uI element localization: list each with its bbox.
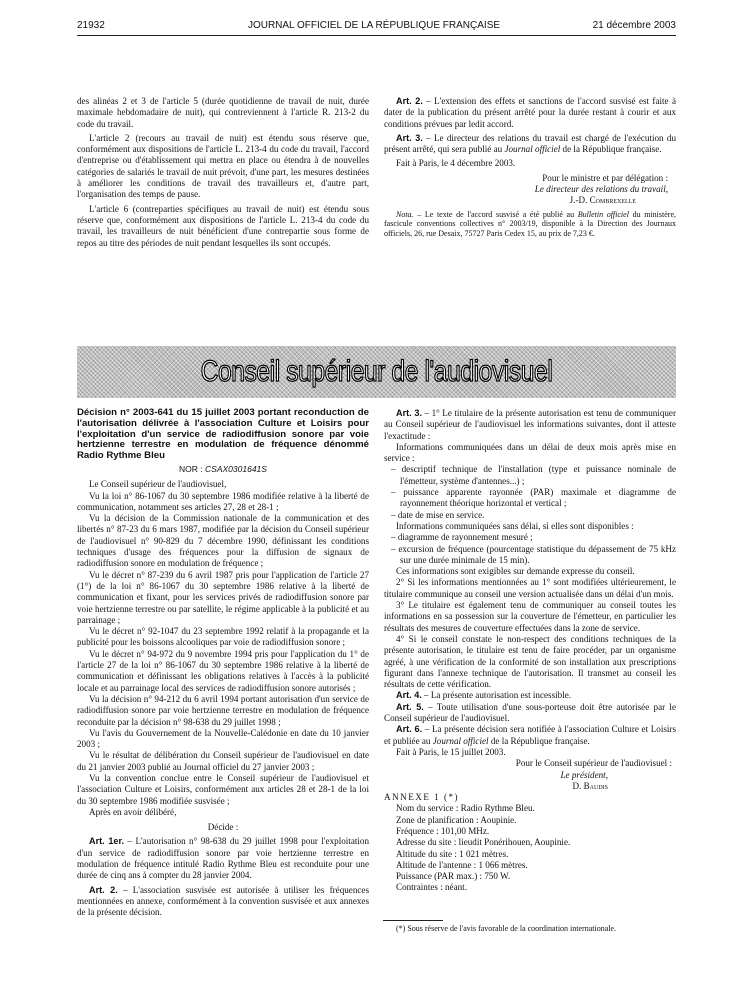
article-label: Art. 1er. <box>89 836 125 847</box>
paragraph: Le Conseil supérieur de l'audiovisuel, <box>89 479 227 490</box>
article-text: – L'autorisation n° 98-638 du 29 juillet 1998 pour l'exploitation d'un service de radiodiffusion sonore par voie hertzienne terrestre en modulation de fréquence intitulé Radio Rythme Bleu est reconduite pour une durée de cinq ans à compter du 28 janvier 2004. <box>77 836 369 881</box>
banner-title: Conseil supérieur de l'audiovisuel <box>200 355 553 388</box>
top-left-column <box>77 96 369 249</box>
list-item: – diagramme de rayonnement mesuré ; <box>391 532 533 543</box>
page-number: 21932 <box>77 20 105 31</box>
article-text: – L'extension des effets et sanctions de l'accord susvisé est faite à dater de la publication du présent arrêté pour la durée restant à courir et aux conditions prévues par ledit accord. <box>384 96 676 129</box>
nota-label: Nota. <box>396 209 414 219</box>
article-4 <box>384 690 676 701</box>
article-label: Art. 6. <box>396 724 423 735</box>
info-heading: Informations communiquées sans délai, si elles sont disponibles : <box>396 520 634 531</box>
fait-a-paris: Fait à Paris, le 15 juillet 2003. <box>396 746 506 757</box>
list-item: – descriptif technique de l'installation (type et puissance nominale de l'émetteur, système d'antennes...) ; <box>391 464 676 486</box>
paragraph: 4° Si le conseil constate le non-respect des conditions techniques de la présente autorisation, le titulaire est tenu de faire procéder, par un organisme agréé, à une vérification de la conformité de son installation aux prescriptions figurant dans l'annexe technique de l'autorisation. Il transmet au conseil les résultats de cette vérification. <box>384 633 676 690</box>
article-label: Art. 2. <box>89 884 118 895</box>
article-label: Art. 3. <box>396 132 423 143</box>
nor-reference <box>77 464 369 475</box>
article-label: Art. 5. <box>396 701 424 712</box>
paragraph: 2° Si les informations mentionnées au 1° sont modifiées ultérieurement, le titulaire communique au conseil une version actualisée dans un délai d'un mois. <box>384 577 676 599</box>
article-text: de la République française. <box>560 144 662 155</box>
paragraph: Vu la décision n° 94-212 du 6 avril 1994 portant autorisation d'un service de radiodiffusion sonore par voie hertzienne terrestre en modulation de fréquence reconduite par la décision n° 98-638 du 29 juillet 1998 ; <box>77 693 369 727</box>
article-3 <box>384 408 676 442</box>
footnote-block <box>384 924 676 934</box>
article-label: Art. 3. <box>396 408 423 418</box>
journal-title: JOURNAL OFFICIEL DE LA RÉPUBLIQUE FRANÇAISE <box>247 20 501 31</box>
signature-name: J.-D. Combrexelle <box>569 195 636 206</box>
fait-a-paris: Fait à Paris, le 4 décembre 2003. <box>396 158 516 169</box>
decision-title: Décision n° 2003-641 du 15 juillet 2003 portant reconduction de l'autorisation délivrée à l'association Culture et Loisirs pour l'exploitation d'un service de radiodiffusion sonore par voie hertzienne terrestre en modulation de fréquence dénommé Radio Rythme Bleu <box>77 407 369 462</box>
signature-title <box>384 770 676 781</box>
paragraph: Vu la convention conclue entre le Conseil supérieur de l'audiovisuel et l'association Culture et Loisirs, conformément aux articles 28 et 28-1 de la loi du 30 septembre 1986 modifiée susvisée ; <box>77 773 369 806</box>
bulletin-name: Bulletin officiel <box>577 209 629 219</box>
paragraph: Ces informations sont exigibles sur demande expresse du conseil. <box>396 566 635 577</box>
list-item: – excursion de fréquence (pourcentage statistique du dépassement de 75 kHz sur une durée minimale de 15 min). <box>391 543 676 565</box>
info-list <box>384 464 676 520</box>
paragraph: Vu la décision de la Commission nationale de la communication et des libertés n° 87-23 du 6 mars 1987, modifiée par la décision du Conseil supérieur de l'audiovisuel n° 90-829 du 7 décembre 1990, définissant les conditions techniques d'usage des fréquences pour la diffusion de signaux de radiodiffusion sonore en modulation de fréquence ; <box>77 513 369 569</box>
info-heading: Informations communiquées dans un délai de deux mois après mise en service : <box>384 441 676 464</box>
article-6 <box>384 724 676 747</box>
nota <box>384 210 676 239</box>
annexe-item: Zone de planification : Aoupinie. <box>396 814 517 825</box>
article-2 <box>384 96 676 130</box>
article-label: Art. 4. <box>396 690 422 701</box>
nor-label: NOR : <box>179 463 206 474</box>
list-item: – puissance apparente rayonnée (PAR) maximale et diagramme de rayonnement théorique horizontal et vertical ; <box>391 487 676 509</box>
journal-name: Journal officiel <box>504 144 561 155</box>
top-right-column <box>384 96 676 239</box>
signature-title-text: Le directeur des relations du travail, <box>534 184 668 195</box>
article-label: Art. 2. <box>396 96 423 106</box>
journal-name: Journal officiel <box>432 735 489 746</box>
header-rule <box>77 35 676 36</box>
signature-line: Pour le Conseil supérieur de l'audiovisuel : <box>515 758 672 769</box>
paragraph: Vu la loi n° 86-1067 du 30 septembre 1986 modifiée relative à la liberté de communication, notamment ses articles 27, 28 et 28-1 ; <box>77 490 369 512</box>
decide-heading: Décide : <box>207 822 239 833</box>
paragraph: des alinéas 2 et 3 de l'article 5 (durée quotidienne de travail de nuit, durée maximale hebdomadaire de nuit), qui contreviennent à l'article R. 213-2 du code du travail. <box>77 96 369 129</box>
header-date: 21 décembre 2003 <box>592 20 676 31</box>
annexe-title: ANNEXE 1 (*) <box>384 792 460 803</box>
footnote: (*) Sous réserve de l'avis favorable de la coordination internationale. <box>396 924 617 933</box>
nota-text: du ministère, fascicule conventions collectives n° 2003/19, disponible à la Direction des Journaux officiels, 26, rue Desaix, 75727 Paris Cedex 15, au prix de 7,23 €. <box>384 209 676 239</box>
paragraph: Vu l'avis du Gouvernement de la Nouvelle-Calédonie en date du 10 janvier 2003 ; <box>77 727 369 750</box>
nota-text: – Le texte de l'accord susvisé a été publié au <box>413 209 578 219</box>
annexe-item: Nom du service : Radio Rythme Bleu. <box>396 803 535 814</box>
article-text: – L'association susvisée est autorisée à utiliser les fréquences mentionnées en annexe, conformément à la convention susvisée et aux annexes de la présente décision. <box>77 884 369 918</box>
paragraph: Vu le résultat de délibération du Conseil supérieur de l'audiovisuel en date du 21 janvier 2003 publié au Journal officiel du 27 janvier 2003 ; <box>77 750 369 772</box>
paragraph: L'article 2 (recours au travail de nuit) est étendu sous réserve que, conformément aux dispositions de l'article L. 213-4 du code du travail, l'accord d'entreprise ou d'établissement qui mettra en place ou étendra à de nouvelles catégories de salariés le travail de nuit prévoit, d'une part, les mesures destinées à améliorer les conditions de travail des travailleurs et, d'autre part, l'organisation des temps de pause. <box>77 132 369 200</box>
article-3 <box>384 133 676 156</box>
article-text: de la République française. <box>488 735 590 746</box>
paragraph: Vu le décret n° 92-1047 du 23 septembre 1992 relatif à la propagande et la publicité pour les boissons alcooliques par voie de radiodiffusion sonore ; <box>77 626 369 648</box>
paragraph: Vu le décret n° 94-972 du 9 novembre 1994 pris pour l'application du 1° de l'article 27 de la loi n° 86-1067 du 30 septembre 1986 relative à la liberté de communication et définissant les obligations relatives à l'accès à la publicité locale et au parrainage local des services de radiodiffusion sonore autorisés ; <box>77 648 369 693</box>
annexe-item: Fréquence : 101,00 MHz. <box>396 825 490 836</box>
annexe-item: Adresse du site : lieudit Ponérihouen, Aoupinie. <box>396 837 571 848</box>
decision-left-column <box>77 408 369 919</box>
article-text: – 1° Le titulaire de la présente autorisation est tenu de communiquer au Conseil supérieur de l'audiovisuel les informations suivantes, dont il atteste l'exactitude : <box>384 408 676 441</box>
article-2 <box>77 885 369 919</box>
signature-line: Pour le ministre et par délégation : <box>542 172 668 183</box>
decision-right-column <box>384 408 676 894</box>
nor-code: CSAX0301641S <box>205 463 267 474</box>
signature-title <box>384 184 676 195</box>
signature-title-text: Le président, <box>560 769 608 780</box>
paragraph: L'article 6 (contreparties spécifiques au travail de nuit) est étendu sous réserve que, conformément aux dispositions de l'article L. 213-4 du code du travail, les travailleurs de nuit bénéficient d'une contrepartie sous forme de repos au titre des périodes de nuit pendant lesquelles ils sont occupés. <box>77 203 369 248</box>
annexe-item: Puissance (PAR max.) : 750 W. <box>396 871 511 882</box>
article-text: – Le directeur des relations du travail est chargé de l'exécution du présent arrêté, qui sera publié au <box>384 132 676 155</box>
annexe-item: Altitude du site : 1 021 mètres. <box>396 848 509 859</box>
article-text: – La présente autorisation est incessible. <box>421 690 572 701</box>
paragraph: Vu le décret n° 87-239 du 6 avril 1987 pris pour l'application de l'article 27 (1°) de la loi n° 86-1067 du 30 septembre 1986 relative à la liberté de communication et fixant, pour les services privés de radiodiffusion sonore par voie hertzienne terrestre ou par satellite, le régime applicable à la publicité et au parrainage ; <box>77 569 369 625</box>
annexe-item: Contraintes : néant. <box>396 882 467 893</box>
article-text: – La présente décision sera notifiée à l'association Culture et Loisirs et publiée au <box>384 724 676 746</box>
list-item: – date de mise en service. <box>391 509 485 520</box>
paragraph: Après en avoir délibéré, <box>89 806 177 817</box>
paragraph: 3° Le titulaire est également tenu de communiquer au conseil toutes les informations en sa possession sur la couverture de l'émetteur, en particulier les résultats des mesures de couverture effectuées dans la zone de service. <box>384 600 676 633</box>
section-banner <box>77 346 676 398</box>
article-text: – Toute utilisation d'une sous-porteuse doit être autorisée par le Conseil supérieur de l'audiovisuel. <box>384 701 676 724</box>
article-5 <box>384 702 676 725</box>
annexe-item: Altitude de l'antenne : 1 066 mètres. <box>396 859 528 870</box>
article-1 <box>77 836 369 881</box>
signature-name: D. Baudis <box>572 780 608 791</box>
info-list <box>384 532 676 566</box>
footnote-rule <box>383 920 443 921</box>
